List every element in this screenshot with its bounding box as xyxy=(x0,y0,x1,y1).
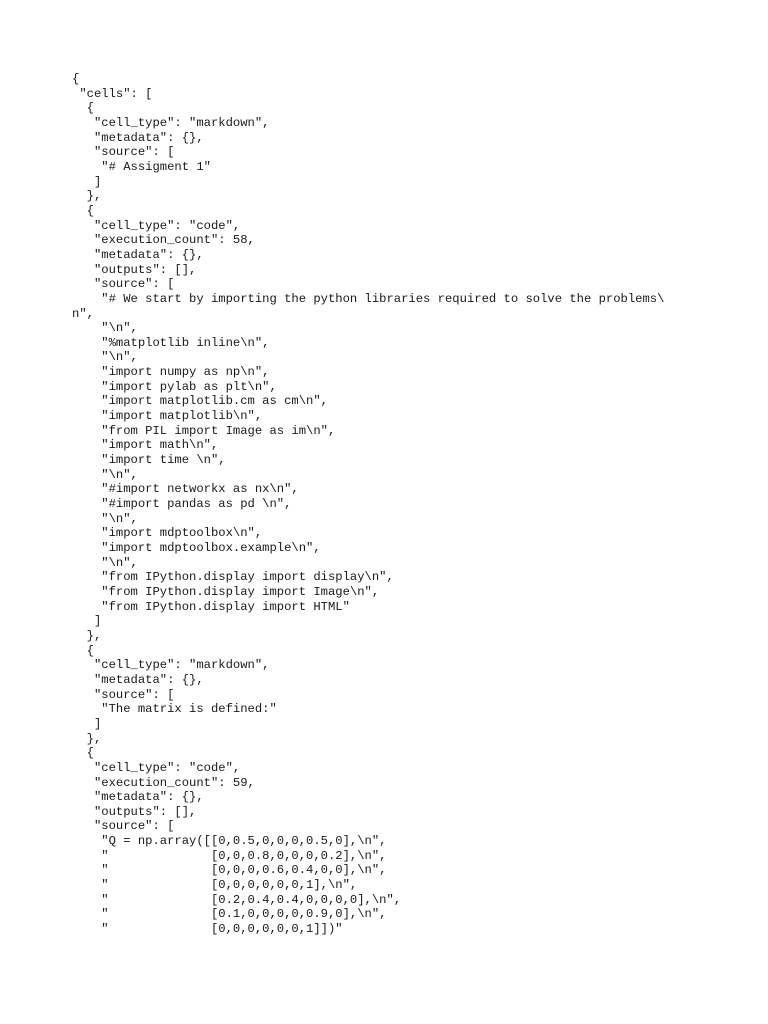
text-line: "Q = np.array([[0,0.5,0,0,0,0.5,0],\n", xyxy=(72,834,387,849)
text-line: "source": [ xyxy=(72,277,175,292)
text-line: ] xyxy=(72,716,102,731)
text-line: "from PIL import Image as im\n", xyxy=(72,423,336,438)
text-line: "import pylab as plt\n", xyxy=(72,379,277,394)
text-line: }, xyxy=(72,189,102,204)
text-line: " [0,0,0,0.6,0.4,0,0],\n", xyxy=(72,863,387,878)
text-line: "metadata": {}, xyxy=(72,790,204,805)
text-line: "execution_count": 59, xyxy=(72,775,255,790)
text-line: " [0,0,0,0,0,0,1],\n", xyxy=(72,878,358,893)
text-line: "cell_type": "code", xyxy=(72,760,241,775)
text-line: "import matplotlib\n", xyxy=(72,409,263,424)
text-line: }, xyxy=(72,628,102,643)
text-line: ] xyxy=(72,614,102,629)
text-line: "from IPython.display import HTML" xyxy=(72,599,350,614)
text-line: "import mdptoolbox\n", xyxy=(72,526,263,541)
text-line: " [0.1,0,0,0,0,0.9,0],\n", xyxy=(72,907,387,922)
text-line: "\n", xyxy=(72,467,138,482)
text-line: n", xyxy=(72,306,94,321)
text-line: ] xyxy=(72,174,102,189)
text-line: "import time \n", xyxy=(72,453,226,468)
text-line: "from IPython.display import Image\n", xyxy=(72,584,380,599)
text-line: "source": [ xyxy=(72,687,175,702)
text-line: "\n", xyxy=(72,555,138,570)
text-line: "cell_type": "markdown", xyxy=(72,115,270,130)
text-line: "%matplotlib inline\n", xyxy=(72,335,270,350)
text-line: { xyxy=(72,746,94,761)
text-line: { xyxy=(72,72,80,86)
text-line: "execution_count": 58, xyxy=(72,233,255,248)
text-line: "metadata": {}, xyxy=(72,247,204,262)
text-line: "source": [ xyxy=(72,145,175,160)
text-line: "metadata": {}, xyxy=(72,130,204,145)
text-line: "source": [ xyxy=(72,819,175,834)
text-line: "cell_type": "markdown", xyxy=(72,658,270,673)
text-line: "import matplotlib.cm as cm\n", xyxy=(72,394,328,409)
text-line: "import math\n", xyxy=(72,438,219,453)
text-line: { xyxy=(72,643,94,658)
text-line: "cells": [ xyxy=(72,86,153,101)
text-line: "\n", xyxy=(72,511,138,526)
text-line: { xyxy=(72,203,94,218)
text-line: "# Assigment 1" xyxy=(72,159,211,174)
text-line: " [0,0,0,0,0,0,1]])" xyxy=(72,922,343,937)
text-line: "outputs": [], xyxy=(72,262,197,277)
text-line: "# We start by importing the python libraries required to solve the problems\ xyxy=(72,291,665,306)
text-line: "outputs": [], xyxy=(72,804,197,819)
text-line: "#import networkx as nx\n", xyxy=(72,482,299,497)
text-line: "\n", xyxy=(72,350,138,365)
text-line: "#import pandas as pd \n", xyxy=(72,497,292,512)
text-line: "\n", xyxy=(72,321,138,336)
text-line: "cell_type": "code", xyxy=(72,218,241,233)
text-line: }, xyxy=(72,731,102,746)
notebook-json-text xyxy=(72,72,664,937)
text-line: "import numpy as np\n", xyxy=(72,365,270,380)
text-line: "The matrix is defined:" xyxy=(72,702,277,717)
text-line: "import mdptoolbox.example\n", xyxy=(72,541,321,555)
text-line: "from IPython.display import display\n", xyxy=(72,570,394,585)
text-line: " [0,0,0.8,0,0,0,0.2],\n", xyxy=(72,848,387,863)
text-line: { xyxy=(72,101,94,116)
text-line: "metadata": {}, xyxy=(72,672,204,687)
text-line: " [0.2,0.4,0.4,0,0,0,0],\n", xyxy=(72,892,402,907)
